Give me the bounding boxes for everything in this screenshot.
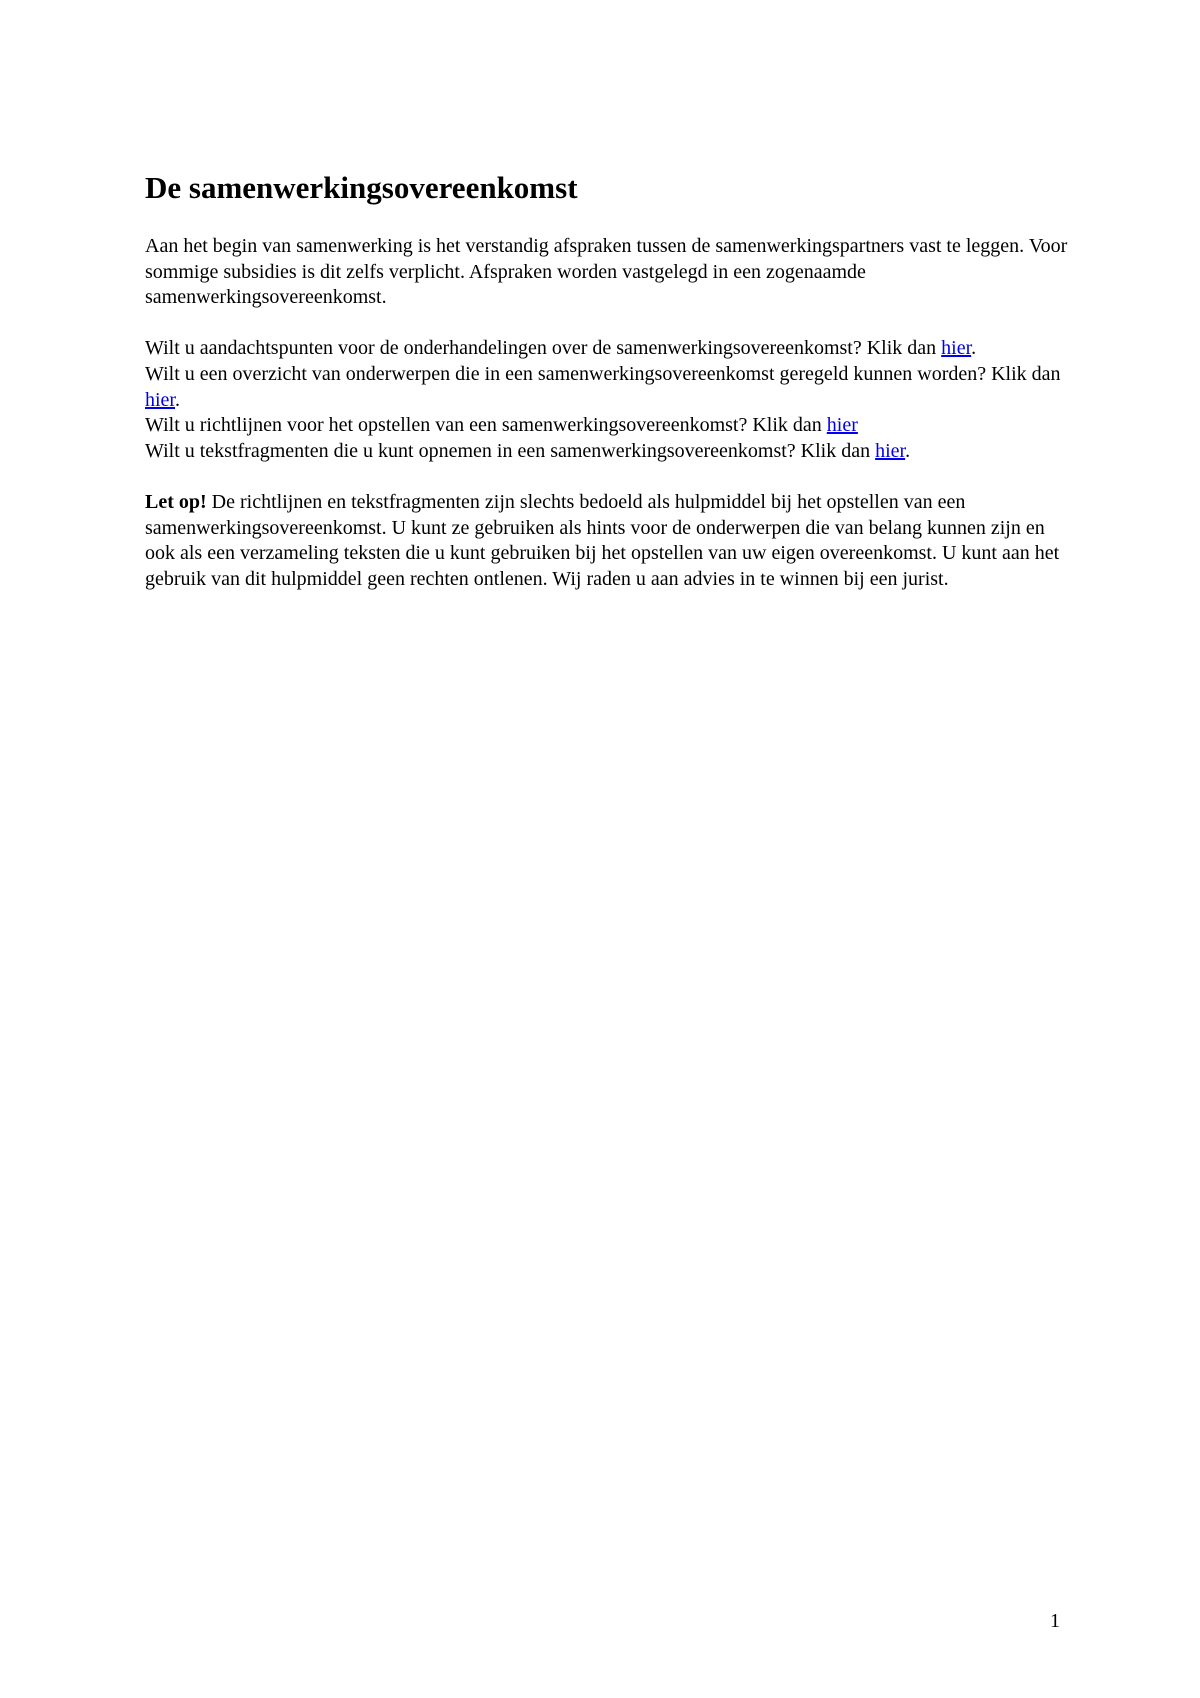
link-line-suffix: .	[175, 388, 180, 411]
link-line-suffix: .	[971, 337, 977, 360]
aandachtspunten-link[interactable]: hier	[941, 337, 972, 360]
link-line-text: Wilt u tekstfragmenten die u kunt opnemen in een samenwerkingsovereenkomst? Klik dan	[145, 439, 876, 462]
link-line-text: Wilt u aandachtspunten voor de onderhandelingen over de samenwerkingsovereenkomst? Klik dan	[145, 337, 942, 360]
page-number: 1	[1050, 1610, 1060, 1632]
link-line-text: Wilt u een overzicht van onderwerpen die in een samenwerkingsovereenkomst geregeld kunnen worden? Klik dan	[145, 362, 1061, 385]
tekstfragmenten-link[interactable]: hier	[875, 439, 906, 462]
document-body	[145, 168, 1075, 592]
link-line-tekstfragmenten	[145, 439, 1075, 465]
richtlijnen-link[interactable]: hier	[826, 414, 858, 437]
onderwerpen-link[interactable]: hier	[145, 388, 175, 411]
link-line-suffix: .	[905, 439, 911, 462]
link-line-aandachtspunten	[145, 336, 1075, 362]
link-line-text: Wilt u richtlijnen voor het opstellen van een samenwerkingsovereenkomst? Klik dan	[145, 414, 827, 437]
link-line-onderwerpen	[145, 362, 1075, 413]
link-line-richtlijnen	[145, 413, 1075, 439]
paragraph-spacer	[145, 464, 1075, 490]
paragraph-spacer	[145, 311, 1075, 337]
intro-paragraph: Aan het begin van samenwerking is het verstandig afspraken tussen de samenwerkingspartners vast te leggen. Voor sommige subsidies is dit zelfs verplicht. Afspraken worden vastgelegd in een zogenaamde samenwerkingsovereenkomst.	[145, 235, 1068, 309]
note-text: De richtlijnen en tekstfragmenten zijn slechts bedoeld als hulpmiddel bij het opstellen van een samenwerkingsovereenkomst. U kunt ze gebruiken als hints voor de onderwerpen die van belang kunnen zijn en ook als een verzameling teksten die u kunt gebruiken bij het opstellen van uw eigen overeenkomst. U kunt aan het gebruik van dit hulpmiddel geen rechten ontlenen. Wij raden u aan advies in te winnen bij een jurist.	[145, 490, 1060, 590]
page-title: De samenwerkingsovereenkomst	[145, 170, 578, 205]
note-paragraph	[145, 490, 1075, 592]
note-label: Let op!	[145, 490, 207, 513]
